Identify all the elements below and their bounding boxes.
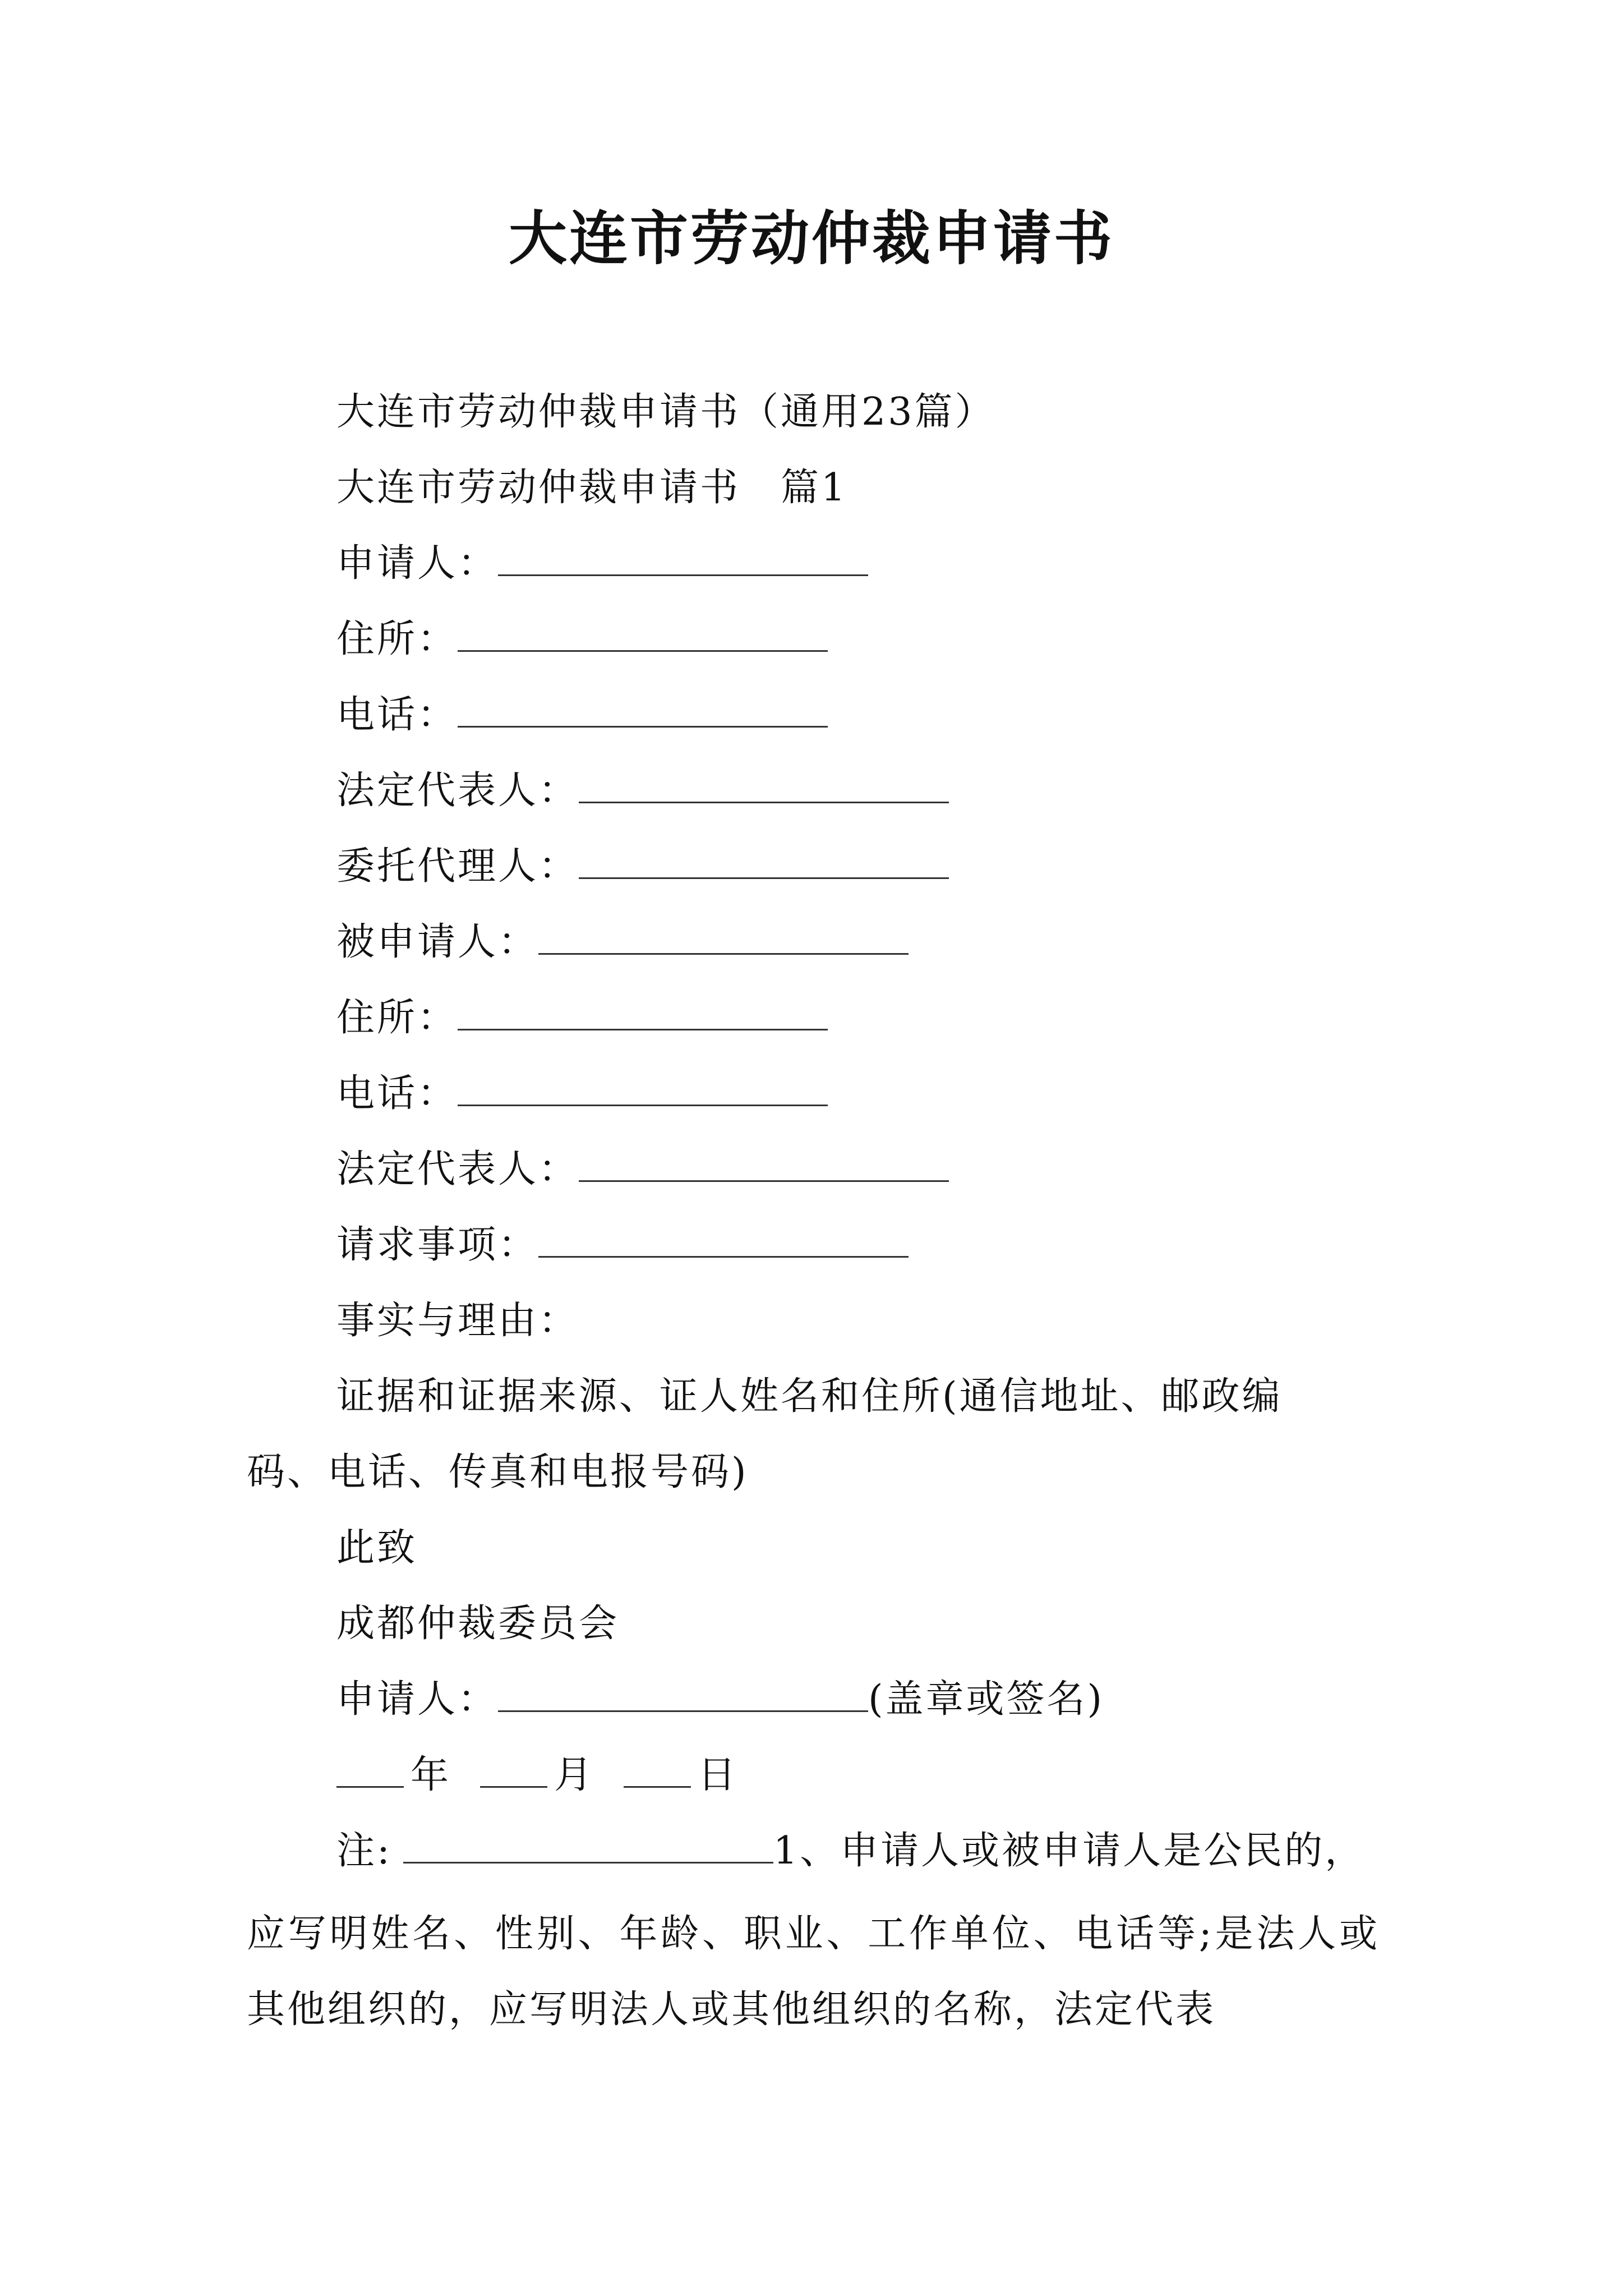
- signature-field: [336, 1674, 1104, 1725]
- field-label: 法定代表人：: [336, 1147, 579, 1191]
- note-paragraph: 应写明姓名、性别、年龄、职业、工作单位、电话等;是法人或其他组织的，应写明法人或其他组织的名称，法定代表: [247, 1912, 1380, 2032]
- legal-rep-blank-2[interactable]: [579, 1147, 949, 1182]
- document-title: 大连市劳动仲裁申请书: [508, 204, 1114, 273]
- address-blank-2[interactable]: [458, 995, 828, 1030]
- salutation: 此致: [336, 1526, 418, 1570]
- agent-field: [336, 841, 949, 892]
- field-label: 住所：: [336, 617, 458, 661]
- note-text-1: 1、申请人或被申请人是公民的，: [773, 1829, 1366, 1873]
- signature-blank[interactable]: [498, 1677, 868, 1712]
- address-blank-1[interactable]: [458, 616, 828, 652]
- address-field-1: [336, 614, 828, 665]
- legal-rep-field-1: [336, 766, 949, 816]
- phone-field-1: [336, 690, 828, 740]
- applicant-field: [336, 539, 868, 589]
- phone-blank-1[interactable]: [458, 692, 828, 728]
- applicant-blank[interactable]: [498, 541, 868, 576]
- facts-label: 事实与理由：: [336, 1299, 579, 1343]
- phone-blank-2[interactable]: [458, 1071, 828, 1106]
- month-blank[interactable]: [480, 1752, 547, 1788]
- year-label: 年: [411, 1753, 451, 1797]
- field-label: 被申请人：: [336, 920, 539, 964]
- respondent-field: [336, 917, 909, 968]
- field-label: 申请人：: [336, 541, 499, 586]
- field-label: 电话：: [336, 1071, 458, 1116]
- evidence-line-2: 码、电话、传真和电报号码): [247, 1450, 749, 1494]
- agent-blank[interactable]: [579, 844, 949, 879]
- respondent-blank[interactable]: [538, 919, 909, 955]
- note-blank[interactable]: [403, 1828, 773, 1864]
- evidence-line-1: 证据和证据来源、证人姓名和住所(通信地址、邮政编: [336, 1374, 1283, 1419]
- date-line: [336, 1750, 738, 1801]
- month-label: 月: [554, 1753, 595, 1797]
- document-subtitle: 大连市劳动仲裁申请书（通用23篇）: [336, 390, 995, 434]
- legal-rep-field-2: [336, 1144, 949, 1195]
- note-label: 注:: [336, 1829, 392, 1873]
- recipient: 成都仲裁委员会: [336, 1602, 620, 1646]
- field-label: 法定代表人：: [336, 769, 579, 813]
- field-label: 委托代理人：: [336, 844, 579, 889]
- day-blank[interactable]: [624, 1752, 691, 1788]
- claims-field: [336, 1220, 909, 1271]
- field-label: 电话：: [336, 693, 458, 737]
- phone-field-2: [336, 1069, 828, 1119]
- field-label: 请求事项：: [336, 1223, 539, 1267]
- legal-rep-blank-1[interactable]: [579, 768, 949, 803]
- year-blank[interactable]: [336, 1752, 404, 1788]
- field-label: 申请人：: [336, 1677, 499, 1722]
- section-heading: 大连市劳动仲裁申请书 篇1: [336, 466, 848, 510]
- note-line: [336, 1826, 1365, 1876]
- signature-suffix: (盖章或签名): [868, 1677, 1105, 1722]
- address-field-2: [336, 993, 828, 1043]
- field-label: 住所：: [336, 996, 458, 1040]
- day-label: 日: [698, 1753, 739, 1797]
- claims-blank[interactable]: [538, 1222, 909, 1258]
